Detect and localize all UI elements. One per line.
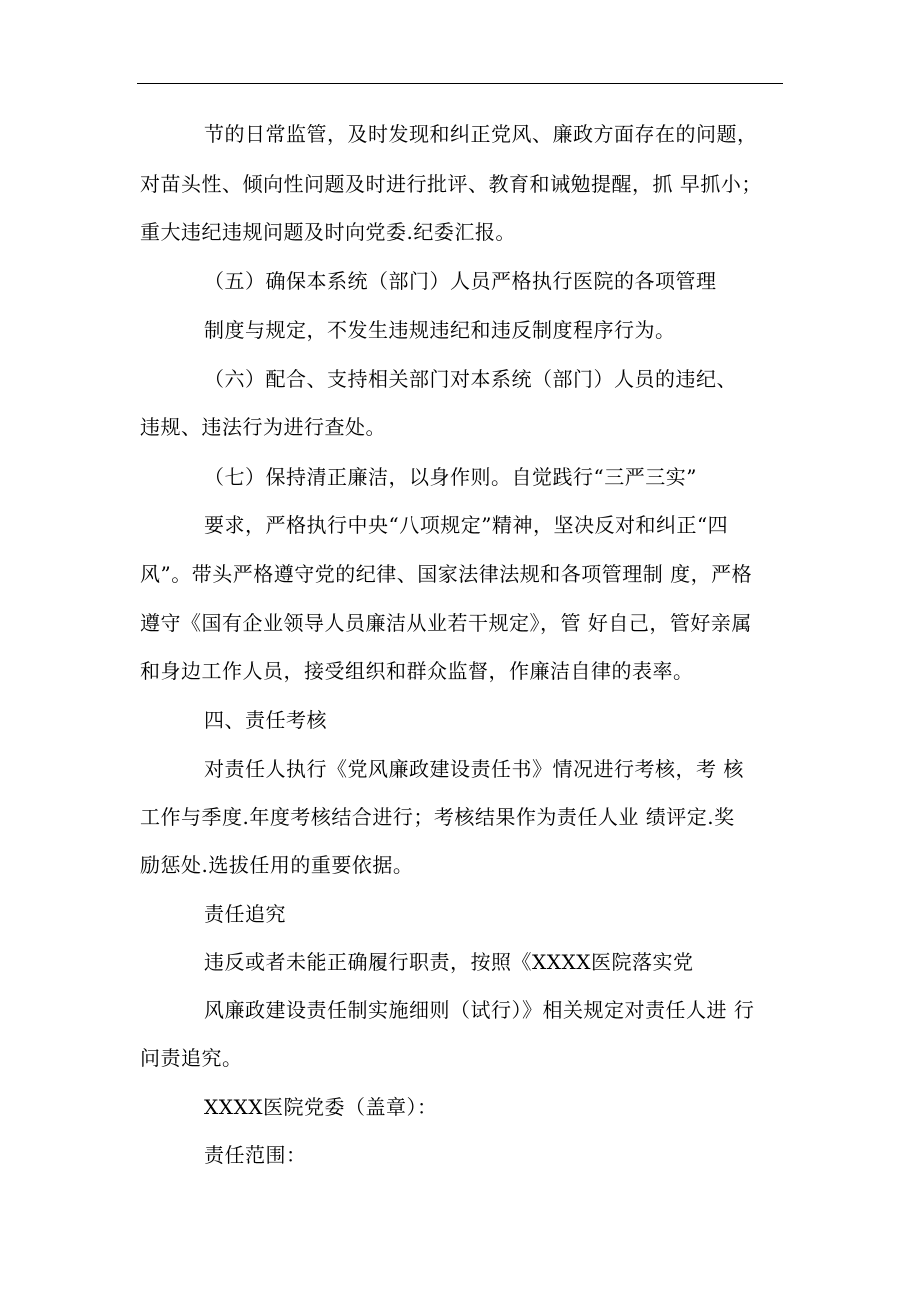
signature-line: XXXX医院党委（盖章）： bbox=[204, 1095, 438, 1119]
text-line: 风廉政建设责任制实施细则（试行）》相关规定对责任人进 行 bbox=[204, 998, 755, 1022]
text-line: （五）确保本系统（部门）人员严格执行医院的各项管理 bbox=[204, 269, 717, 293]
text-line: 和身边工作人员，接受组织和群众监督，作廉洁自律的表率。 bbox=[140, 659, 694, 683]
text-line: 风”。带头严格遵守党的纪律、国家法律法规和各项管理制 度，严格 bbox=[140, 562, 753, 586]
text-line: 励惩处.选拔任用的重要依据。 bbox=[140, 853, 414, 877]
text-line: 违反或者未能正确履行职责，按照《XXXX医院落实党 bbox=[204, 950, 694, 974]
text-line: 重大违纪违规问题及时向党委.纪委汇报。 bbox=[140, 220, 516, 244]
text-line: 工作与季度.年度考核结合进行；考核结果作为责任人业 绩评定.奖 bbox=[140, 805, 735, 829]
text-line: 对责任人执行《党风廉政建设责任书》情况进行考核，考 核 bbox=[204, 757, 744, 781]
text-line: 制度与规定，不发生违规违纪和违反制度程序行为。 bbox=[204, 318, 676, 342]
header-rule bbox=[137, 83, 783, 84]
scope-label: 责任范围： bbox=[204, 1143, 307, 1167]
text-line: 违规、违法行为进行查处。 bbox=[140, 415, 386, 439]
text-line: 要求，严格执行中央“八项规定”精神，坚决反对和纠正“四 bbox=[204, 513, 729, 537]
text-line: （七）保持清正廉洁，以身作则。自觉践行“三严三实” bbox=[204, 465, 697, 489]
text-line: 遵守《国有企业领导人员廉洁从业若干规定》，管 好自己，管好亲属 bbox=[140, 611, 752, 635]
text-line: 节的日常监管，及时发现和纠正党风、廉政方面存在的问题， bbox=[204, 122, 758, 146]
section-heading: 责任追究 bbox=[204, 902, 286, 926]
text-line: 问责追究。 bbox=[140, 1046, 243, 1070]
section-heading: 四、责任考核 bbox=[204, 708, 327, 732]
text-line: （六）配合、支持相关部门对本系统（部门）人员的违纪、 bbox=[204, 367, 737, 391]
text-line: 对苗头性、倾向性问题及时进行批评、教育和诫勉提醒，抓 早抓小； bbox=[140, 172, 762, 196]
